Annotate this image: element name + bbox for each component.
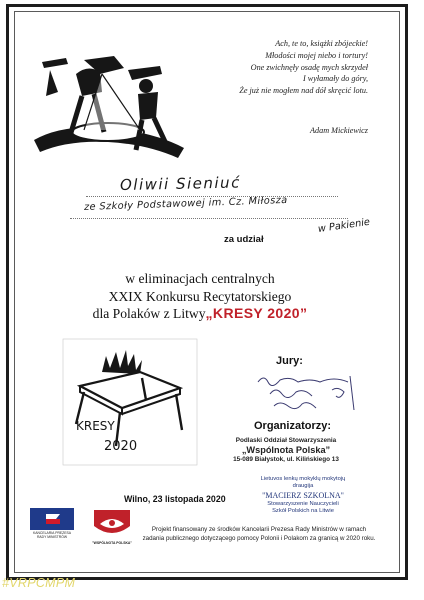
recipient-school: ze Szkoły Podstawowej im. Cz. Miłosza xyxy=(83,194,288,213)
reading-figures-emblem xyxy=(28,52,190,160)
watermark-hashtag: #VRPCMPM xyxy=(2,576,76,590)
issue-date: Wilno, 23 listopada 2020 xyxy=(124,494,226,504)
org1-line-2: „Wspólnota Polska” xyxy=(241,445,331,455)
award-text xyxy=(30,270,370,323)
award-line-3 xyxy=(30,305,370,323)
participation-label: za udział xyxy=(224,234,264,245)
org2-line-1: Lietuvos lenkų mokyklų mokytojų xyxy=(260,476,346,482)
org2-line-4: Stowarzyszenie Nauczycieli xyxy=(267,501,339,507)
award-line-3-prefix: dla Polaków z Litwy xyxy=(92,306,206,321)
poem-quote xyxy=(196,38,368,97)
wspolnota-polska-logo-text: "WSPÓLNOTA POLSKA" xyxy=(92,541,132,545)
funding-line-2: zadania publicznego dotyczącego pomocy Polonii i Polakom za granicą w 2020 roku. xyxy=(142,535,376,542)
poem-author: Adam Mickiewicz xyxy=(310,126,368,135)
org1-line-1: Podlaski Oddział Stowarzyszenia xyxy=(235,437,337,444)
kancelaria-logo-line-1: KANCELARIA PREZESA xyxy=(32,531,72,535)
organizer-wspolnota-polska xyxy=(200,437,372,463)
award-line-2: XXIX Konkursu Recytatorskiego xyxy=(108,288,292,304)
funding-line-1: Projekt finansowany ze środków Kancelarii Prezesa Rady Ministrów w ramach xyxy=(151,526,367,533)
recipient-place: w Pakienie xyxy=(317,216,371,235)
kancelaria-logo-text xyxy=(30,531,74,539)
recipient-name: Oliwii Sieniuć xyxy=(119,173,242,194)
poem-line: Młodości mojej niebo i tortury! xyxy=(265,50,368,60)
jury-signatures xyxy=(250,370,370,416)
poem-line: I wyłamały do góry, xyxy=(302,74,368,84)
kresy-2020-title: „KRESY 2020” xyxy=(205,305,308,321)
org1-line-3: 15-089 Białystok, ul. Kilińskiego 13 xyxy=(233,456,339,463)
poem-line: Że już nie mogłem nad dół skręcić lotu. xyxy=(239,86,368,96)
drawing-caption-year: 2020 xyxy=(104,439,138,454)
kancelaria-logo-line-2: RADY MINISTRÓW xyxy=(36,535,68,539)
poem-line: One zwichnęły osadę mych skrzydeł xyxy=(250,62,368,72)
jury-label: Jury: xyxy=(276,355,303,367)
funding-note xyxy=(128,525,390,543)
poem-line: Ach, te to, książki zbójeckie! xyxy=(275,39,368,48)
drawing-caption-kresy: KRESY xyxy=(76,419,115,433)
organizer-macierz-szkolna-stamp xyxy=(228,476,378,515)
org2-line-5: Szkół Polskich na Litwie xyxy=(272,508,334,514)
kresy-table-drawing xyxy=(62,338,198,466)
organizers-label: Organizatorzy: xyxy=(254,420,332,432)
org2-line-2: draugija xyxy=(292,483,314,489)
school-dotted-line xyxy=(70,218,348,219)
award-line-1: w eliminacjach centralnych xyxy=(125,271,275,286)
org2-line-3: "MACIERZ SZKOLNA" xyxy=(262,491,344,500)
